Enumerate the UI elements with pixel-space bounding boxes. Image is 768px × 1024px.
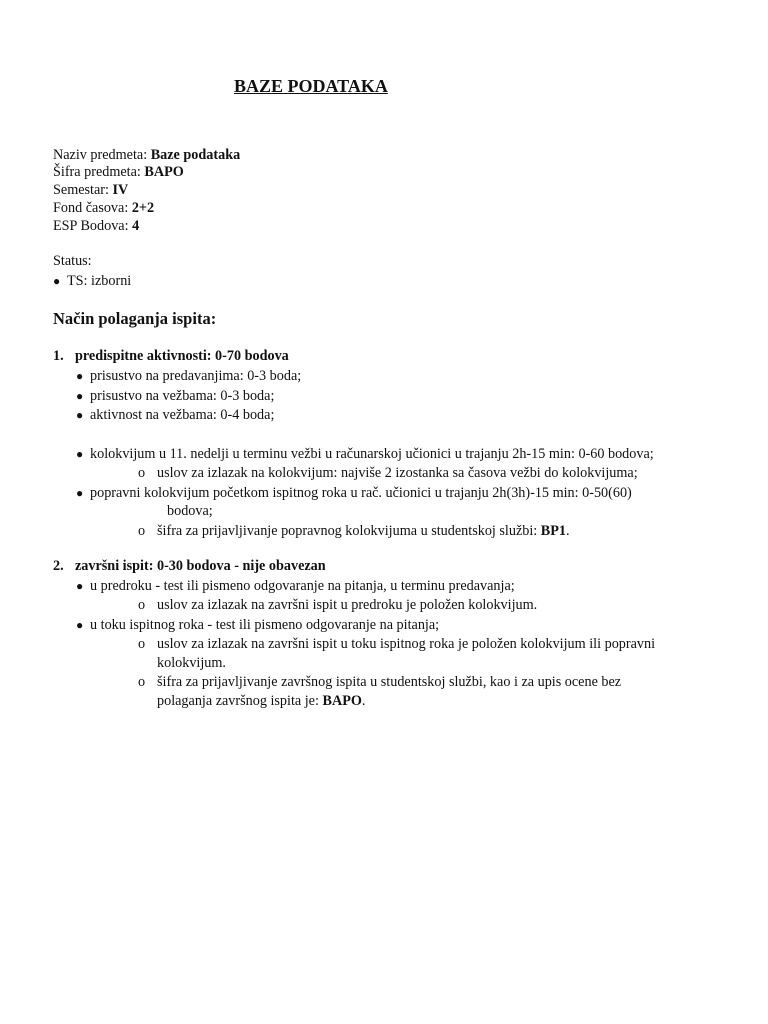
circle-bullet-icon: o (138, 636, 146, 652)
bullet-icon: ● (76, 447, 84, 461)
exam-heading: Način polaganja ispita: (53, 309, 217, 328)
circle-bullet-icon: o (138, 674, 146, 690)
list-item: ● kolokvijum u 11. nedelji u terminu vežbi u računarskoj učionici u trajanju 2h-15 min: 0-60 bodova; (76, 446, 654, 462)
info-course-name: Naziv predmeta: Baze podataka (53, 147, 241, 163)
info-semester: Semestar: IV (53, 182, 129, 198)
info-course-code: Šifra predmeta: BAPO (53, 164, 184, 180)
list-item-continuation: bodova; (167, 503, 213, 519)
sub-list-item-continuation: polaganja završnog ispita je: BAPO. (157, 693, 366, 709)
bullet-icon: ● (76, 369, 84, 383)
info-ects: ESP Bodova: 4 (53, 218, 140, 234)
sub-list-item: o šifra za prijavljivanje popravnog kolokvijuma u studentskoj službi: BP1. (138, 523, 570, 539)
status-label: Status: (53, 253, 92, 269)
list-item: ● u predroku - test ili pismeno odgovaranje na pitanja, u terminu predavanja; (76, 578, 515, 594)
bullet-icon: ● (76, 618, 84, 632)
bullet-icon: ● (76, 408, 84, 422)
circle-bullet-icon: o (138, 465, 146, 481)
sub-list-item: o uslov za izlazak na završni ispit u predroku je položen kolokvijum. (138, 597, 538, 613)
info-class-hours: Fond časova: 2+2 (53, 200, 155, 216)
page-title: BAZE PODATAKA (234, 76, 388, 96)
bullet-icon: ● (76, 579, 84, 593)
list-item: ● popravni kolokvijum početkom ispitnog roka u rač. učionici u trajanju 2h(3h)-15 min: 0-50(60) (76, 485, 632, 501)
sub-list-item: o uslov za izlazak na kolokvijum: najviše 2 izostanka sa časova vežbi do kolokvijuma; (138, 465, 638, 481)
list-item: ● aktivnost na vežbama: 0-4 boda; (76, 407, 275, 423)
bullet-icon: ● (76, 486, 84, 500)
list-item: ● u toku ispitnog roka - test ili pismeno odgovaranje na pitanja; (76, 617, 440, 633)
sub-list-item-continuation: kolokvijum. (157, 655, 226, 671)
bullet-icon: ● (53, 274, 61, 288)
section-1-title: 1. predispitne aktivnosti: 0-70 bodova (53, 348, 289, 364)
list-item: ● prisustvo na vežbama: 0-3 boda; (76, 388, 275, 404)
section-2-title: 2. završni ispit: 0-30 bodova - nije obavezan (53, 558, 326, 574)
sub-list-item: o šifra za prijavljivanje završnog ispita u studentskoj službi, kao i za upis ocene bez (138, 674, 622, 690)
bullet-icon: ● (76, 389, 84, 403)
list-item: ● prisustvo na predavanjima: 0-3 boda; (76, 368, 302, 384)
circle-bullet-icon: o (138, 597, 146, 613)
circle-bullet-icon: o (138, 523, 146, 539)
sub-list-item: o uslov za izlazak na završni ispit u toku ispitnog roka je položen kolokvijum ili popravni (138, 636, 656, 652)
status-item: ● TS: izborni (53, 273, 132, 289)
